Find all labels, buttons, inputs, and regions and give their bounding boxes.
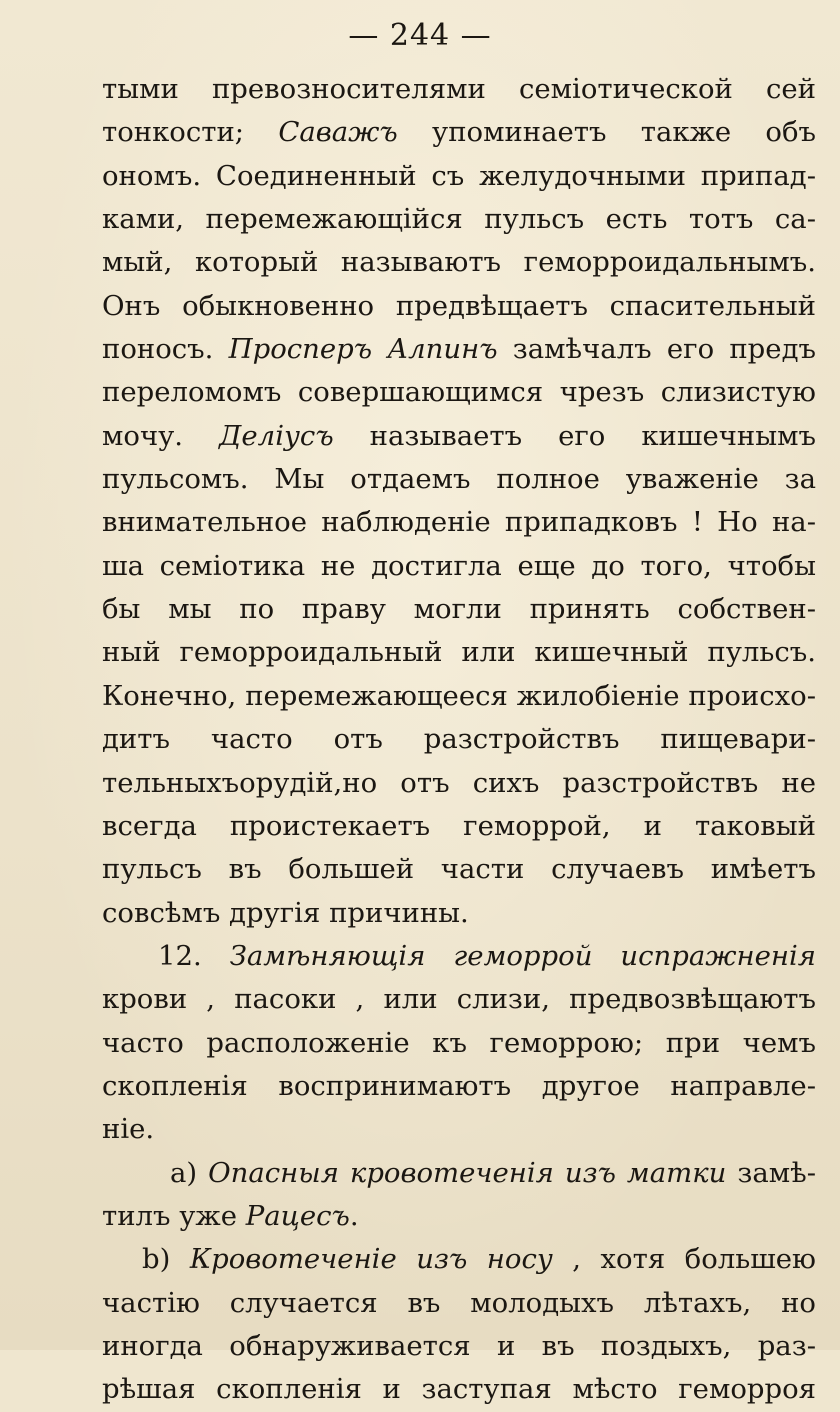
text-line: тилъ уже Рацесъ. <box>102 1199 359 1232</box>
author-name: Рацесъ <box>245 1199 350 1232</box>
text-line: ный геморроидальный или кишечный пульсъ. <box>102 636 816 669</box>
text-line: всегда проистекаетъ геморрой, и таковый <box>102 809 816 842</box>
text-line: ніе. <box>102 1113 155 1146</box>
text-line: Конечно, перемежающееся жилобіеніе происхо- <box>102 679 816 712</box>
text-line: b) Кровотеченіе изъ носу , хотя большею <box>142 1243 816 1276</box>
text-line: ками, перемежающійся пульсъ есть тотъ са- <box>102 203 816 236</box>
text-line: иногда обнаруживается и въ поздыхъ, раз- <box>102 1329 816 1362</box>
text-line: тыми превозносителями семіотической сей <box>102 73 816 105</box>
text-line: поносъ. Просперъ Алпинъ замѣчалъ его предъ <box>102 333 816 366</box>
text-line: пульсомъ. Мы отдаемъ полное уваженіе за <box>102 463 816 496</box>
text-line: тонкости; Саважъ упоминаетъ также объ <box>102 116 816 149</box>
author-name: Саважъ <box>278 116 398 149</box>
item-title: Опасныя кровотеченія изъ матки <box>208 1156 727 1189</box>
text-line: переломомъ совершающимся чрезъ слизистую <box>102 376 816 409</box>
author-name: Просперъ Алпинъ <box>228 333 498 366</box>
page-number: — 244 — <box>348 18 492 53</box>
text-line: часто расположеніе къ геморрою; при чемъ <box>102 1026 816 1059</box>
list-marker: b) <box>142 1243 190 1276</box>
author-name: Делiусъ <box>219 419 334 452</box>
section-number: 12. <box>158 939 230 972</box>
text-line: дитъ часто отъ разстройствъ пищевари- <box>102 723 816 756</box>
section-heading-line <box>102 935 816 978</box>
text-line: совсѣмъ другія причины. <box>102 896 469 929</box>
text-line: мочу. Делiусъ называетъ его кишечнымъ <box>102 419 816 452</box>
text-line: ша семіотика не достигла еще до того, чтобы <box>102 549 816 582</box>
text-line: скопленія воспринимаютъ другое направле- <box>102 1069 816 1102</box>
text-line: Онъ обыкновенно предвѣщаетъ спасительный <box>102 289 816 322</box>
body-text <box>102 68 816 1412</box>
text-line: ономъ. Соединенный съ желудочными припад- <box>102 159 816 192</box>
list-marker: a) <box>170 1156 209 1189</box>
section-title: Замѣняющія геморрой испражненія <box>229 939 816 972</box>
text-line: внимательное наблюденіе припадковъ ! Но на- <box>102 506 816 539</box>
text-line: рѣшая скопленія и заступая мѣсто геморроя <box>102 1373 816 1406</box>
text-line: бы мы по праву могли принять собствен- <box>102 593 816 626</box>
text-line: мый, который называютъ геморроидальнымъ. <box>102 246 816 279</box>
text-line: тельныхъорудій,но отъ сихъ разстройствъ не <box>102 766 816 799</box>
text-line: частію случается въ молодыхъ лѣтахъ, но <box>102 1286 816 1319</box>
text-line: крови , пасоки , или слизи, предвозвѣщаютъ <box>102 983 816 1016</box>
text-line: a) Опасныя кровотеченія изъ матки замѣ- <box>170 1156 816 1189</box>
text-line: пульсъ въ большей части случаевъ имѣетъ <box>102 853 816 886</box>
item-title: Кровотеченіе изъ носу <box>189 1243 553 1276</box>
